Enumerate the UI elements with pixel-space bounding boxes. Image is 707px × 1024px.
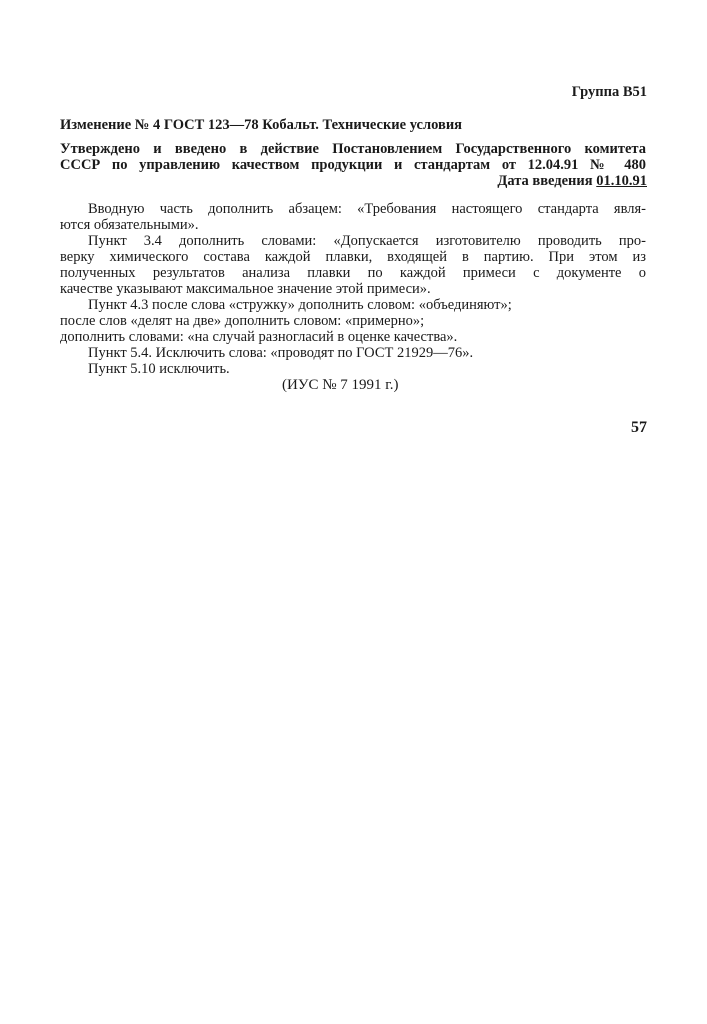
paragraph-1-line-2: ются обязательными». [60, 217, 199, 233]
paragraph-2-line-1: Пункт 3.4 дополнить словами: «Допускается изготовителю проводить про- [88, 233, 646, 249]
group-code: Группа В51 [571, 84, 647, 100]
effective-date-label: Дата введения [497, 173, 593, 189]
paragraph-2-line-4: качестве указывают максимальное значение этой примеси». [60, 281, 431, 297]
paragraph-1-line-1: Вводную часть дополнить абзацем: «Требования настоящего стандарта явля- [88, 201, 646, 217]
paragraph-4: Пункт 5.4. Исключить слова: «проводят по ГОСТ 21929—76». [88, 345, 474, 361]
source-reference: (ИУС № 7 1991 г.) [282, 377, 399, 393]
approval-line-2: СССР по управлению качеством продукции и стандартам от 12.04.91 № 480 [60, 157, 646, 173]
approval-line-1: Утверждено и введено в действие Постановлением Государственного комитета [60, 141, 646, 157]
paragraph-3-line-1: Пункт 4.3 после слова «стружку» дополнить словом: «объединяют»; [88, 297, 512, 313]
document-title: Изменение № 4 ГОСТ 123—78 Кобальт. Технические условия [60, 117, 463, 133]
paragraph-3-line-2: после слов «делят на две» дополнить словом: «примерно»; [60, 313, 425, 329]
paragraph-2-line-2: верку химического состава каждой плавки, входящей в партию. При этом из [60, 249, 646, 265]
paragraph-5: Пункт 5.10 исключить. [88, 361, 230, 377]
paragraph-3-line-3: дополнить словами: «на случай разногласий в оценке качества». [60, 329, 458, 345]
effective-date-value: 01.10.91 [596, 173, 647, 189]
paragraph-2-line-3: полученных результатов анализа плавки по каждой примеси с документе о [60, 265, 646, 281]
page-number: 57 [631, 419, 647, 436]
effective-date [497, 173, 647, 190]
